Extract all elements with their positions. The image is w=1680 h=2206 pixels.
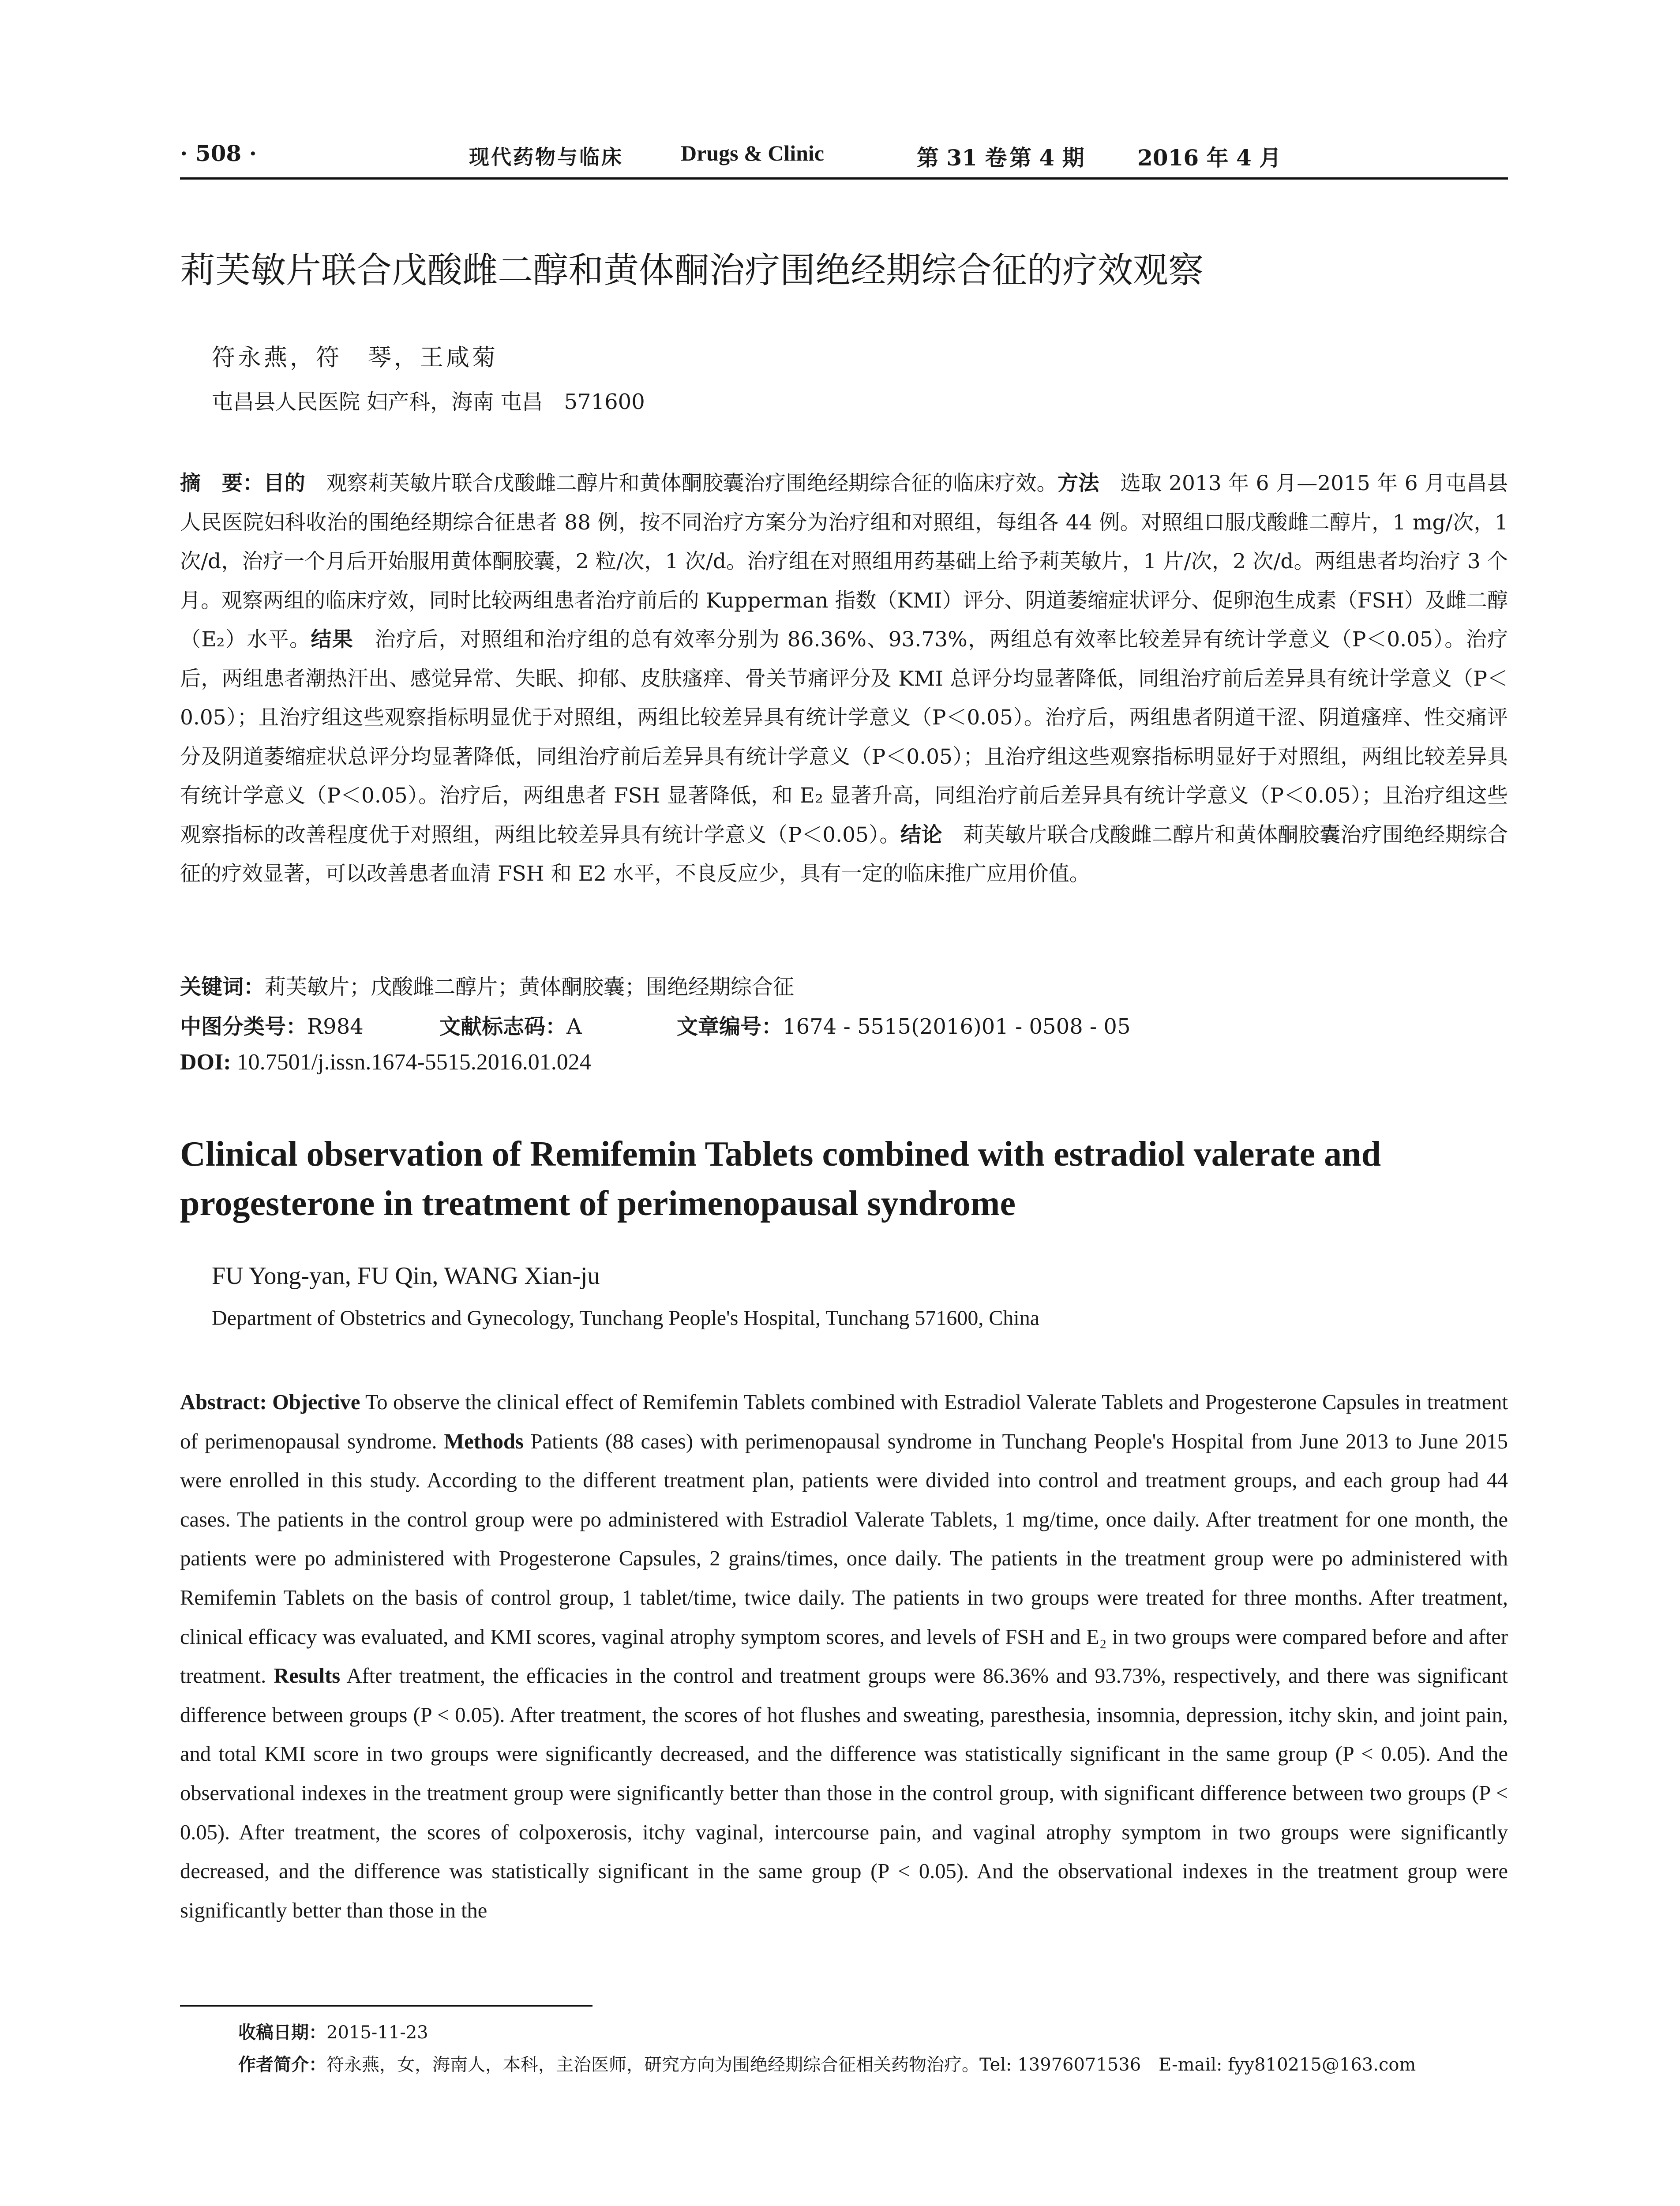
doccode-value: A — [566, 1014, 582, 1039]
objective-label-cn: 目的 — [263, 471, 306, 495]
issue-date: 2016 年 4 月 — [1137, 145, 1282, 171]
methods-text-en: Patients (88 cases) with perimenopausal syndrome in Tunchang People's Hospital from June 2013 to June 2015 were enrolled in this study. According to the different treatment plan, patients were divided into control and treatment groups, and each group had 44 cases. The patients in the control group were po administered with Estradiol Valerate Tablets, 1 mg/time, once daily. After treatment for one month, the patients were po administered with Progesterone Capsules, 2 grains/times, once daily. The patients in the treatment group were po administered with Remifemin Tablets on the basis of control group, 1 tablet/time, twice daily. The patients in two groups were treated for three months. After treatment, clinical efficacy was evaluated, and KMI scores, vaginal atrophy symptom scores, and levels of FSH and E₂ in two groups were compared before and after treatment. — [180, 1429, 1508, 1688]
article-title-en: Clinical observation of Remifemin Tablets combined with estradiol valerate and progesterone in treatment of perimenopausal syndrome — [180, 1135, 1381, 1223]
author-bio: 符永燕，女，海南人，本科，主治医师，研究方向为围绝经期综合征相关药物治疗。Tel: 13976071536 E-mail: fyy810215@163.com — [326, 2055, 1416, 2075]
affiliation-en: Department of Obstetrics and Gynecology, Tunchang People's Hospital, Tunchang 571600, China — [212, 1306, 1040, 1330]
articleno-value: 1674 - 5515(2016)01 - 0508 - 05 — [783, 1014, 1131, 1039]
methods-label-en: Methods — [444, 1429, 524, 1453]
header-rule — [180, 177, 1508, 180]
authors-cn: 符永燕，符 琴，王咸菊 — [212, 344, 498, 371]
clc-label: 中图分类号： — [180, 1014, 308, 1039]
doi-line — [180, 1049, 591, 1075]
journal-name-en: Drugs & Clinic — [681, 141, 824, 165]
doi-label: DOI: — [180, 1050, 231, 1075]
results-text-en: After treatment, the efficacies in the control and treatment groups were 86.36% and 93.73%, respectively, and there was significant difference between groups (P < 0.05). After treatment, the scores of hot flushes and sweating, paresthesia, insomnia, depression, itchy skin, and joint pain, and total KMI score in two groups were significantly decreased, and the difference was statistically significant in the same group (P < 0.05). And the observational indexes in the treatment group were significantly better than those in the control group, with significant difference between two groups (P < 0.05). After treatment, the scores of colpoxerosis, itchy vaginal, intercourse pain, and vaginal atrophy symptom in two groups were significantly decreased, and the difference was statistically significant in the same group (P < 0.05). And the observational indexes in the treatment group were significantly better than those in the — [180, 1664, 1508, 1922]
doccode-label: 文献标志码： — [439, 1014, 567, 1039]
affiliation-cn: 屯昌县人民医院 妇产科，海南 屯昌 571600 — [212, 390, 645, 414]
conclusion-label-cn: 结论 — [900, 822, 942, 847]
footnote-rule — [180, 2005, 592, 2007]
authors-en: FU Yong-yan, FU Qin, WANG Xian-ju — [212, 1262, 600, 1290]
conclusion-text-cn: 莉芙敏片联合戊酸雌二醇片和黄体酮胶囊治疗围绝经期综合征的疗效显著，可以改善患者血清 FSH 和 E2 水平，不良反应少，具有一定的临床推广应用价值。 — [180, 822, 1508, 886]
objective-text-cn: 观察莉芙敏片联合戊酸雌二醇片和黄体酮胶囊治疗围绝经期综合征的临床疗效。 — [305, 471, 1058, 495]
received-date-note — [238, 2018, 428, 2044]
page-number: · 508 · — [180, 140, 257, 166]
keywords-label: 关键词： — [180, 975, 265, 999]
abstract-label-en: Abstract: Objective — [180, 1391, 360, 1414]
received-date: 2015-11-23 — [326, 2022, 428, 2043]
methods-text-cn: 选取 2013 年 6 月—2015 年 6 月屯昌县人民医院妇科收治的围绝经期综合征患者 88 例，按不同治疗方案分为治疗组和对照组，每组各 44 例。对照组口服戊酸雌二醇片，1 mg/次，1 次/d，治疗一个月后开始服用黄体酮胶囊，2 粒/次，1 次/d。治疗组在对照组用药基础上给予莉芙敏片，1 片/次，2 次/d。两组患者均治疗 3 个月。观察两组的临床疗效，同时比较两组患者治疗前后的 Kupperman 指数（KMI）评分、阴道萎缩症状评分、促卵泡生成素（FSH）及雌二醇（E₂）水平。 — [180, 471, 1508, 652]
abstract-en — [180, 1383, 1508, 1930]
article-title-cn: 莉芙敏片联合戊酸雌二醇和黄体酮治疗围绝经期综合征的疗效观察 — [180, 250, 1204, 291]
articleno-label: 文章编号： — [677, 1014, 783, 1039]
running-header — [180, 140, 1508, 177]
clc-value: R984 — [307, 1014, 364, 1039]
author-bio-note — [238, 2051, 1416, 2076]
abstract-label-cn: 摘 要： — [180, 471, 264, 495]
objective-text-en: To observe the clinical effect of Remifemin Tablets combined with Estradiol Valerate Tablets and Progesterone Capsules in treatment of perimenopausal syndrome. — [180, 1391, 1508, 1453]
volume: 第 31 卷 — [917, 145, 1007, 171]
doi-value[interactable]: 10.7501/j.issn.1674-5515.2016.01.024 — [231, 1050, 591, 1075]
keywords: 莉芙敏片；戊酸雌二醇片；黄体酮胶囊；围绝经期综合征 — [265, 975, 795, 999]
results-label-en: Results — [274, 1664, 341, 1688]
author-bio-label: 作者简介： — [238, 2055, 326, 2075]
classification-line — [180, 1009, 1130, 1040]
results-text-cn: 治疗后，对照组和治疗组的总有效率分别为 86.36%、93.73%，两组总有效率比较差异有统计学意义（P＜0.05）。治疗后，两组患者潮热汗出、感觉异常、失眠、抑郁、皮肤瘙痒、骨关节痛评分及 KMI 总评分均显著降低，同组治疗前后差异具有统计学意义（P＜0.05）；且治疗组这些观察指标明显优于对照组，两组比较差异具有统计学意义（P＜0.05）。治疗后，两组患者阴道干涩、阴道瘙痒、性交痛评分及阴道萎缩症状总评分均显著降低，同组治疗前后差异具有统计学意义（P＜0.05）；且治疗组这些观察指标明显好于对照组，两组比较差异具有统计学意义（P＜0.05）。治疗后，两组患者 FSH 显著降低，和 E₂ 显著升高，同组治疗前后差异具有统计学意义（P＜0.05）；且治疗组这些观察指标的改善程度优于对照组，两组比较差异具有统计学意义（P＜0.05）。 — [180, 627, 1508, 847]
issue: 第 4 期 — [1009, 145, 1084, 171]
journal-name-cn: 现代药物与临床 — [469, 145, 623, 169]
received-label: 收稿日期： — [238, 2022, 326, 2043]
keywords-line — [180, 970, 794, 1000]
results-label-cn: 结果 — [311, 627, 354, 652]
abstract-cn — [180, 464, 1508, 894]
methods-label-cn: 方法 — [1058, 471, 1099, 495]
